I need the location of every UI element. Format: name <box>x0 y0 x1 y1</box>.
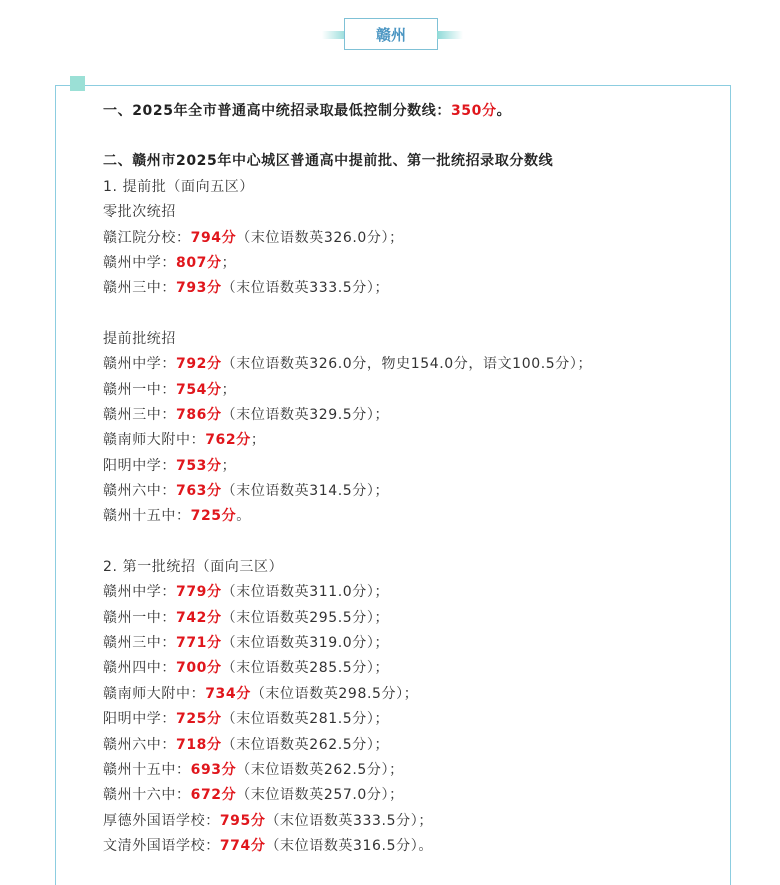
section-title <box>0 18 780 52</box>
score-row <box>103 403 743 428</box>
score-row <box>103 707 743 732</box>
section2-heading: 二、赣州市2025年中心城区普通高中提前批、第一批统招录取分数线 <box>103 153 554 170</box>
first-batch-heading: 2. 第一批统招（面向三区） <box>103 558 284 575</box>
score-note: （末位语数英329.5分）； <box>221 406 390 423</box>
score-note: （末位语数英326.0分）； <box>236 229 404 246</box>
score-row <box>103 276 743 301</box>
score-note: （末位语数英257.0分）； <box>236 787 404 804</box>
score-row <box>103 378 743 403</box>
score-row <box>103 834 743 859</box>
school-name: 赣江院分校： <box>103 229 191 246</box>
score-note: （末位语数英311.0分）； <box>221 584 390 601</box>
zero-batch-heading: 零批次统招 <box>103 204 176 221</box>
score-value: 793分 <box>176 280 222 297</box>
score-note: （末位语数英333.5分）； <box>221 280 390 297</box>
score-value: 807分 <box>176 254 222 271</box>
title-box: 赣州 <box>344 18 438 50</box>
score-row <box>103 606 743 631</box>
early-batch-heading: 提前批统招 <box>103 330 176 347</box>
score-value: 700分 <box>176 660 222 677</box>
score-row <box>103 631 743 656</box>
score-note: （末位语数英262.5分）； <box>236 761 404 778</box>
score-row <box>103 783 743 808</box>
score-note: ； <box>221 381 237 398</box>
school-name: 阳明中学： <box>103 711 176 728</box>
school-name: 赣州三中： <box>103 406 176 423</box>
score-value: 734分 <box>205 685 251 702</box>
school-name: 赣州十六中： <box>103 787 191 804</box>
score-value: 794分 <box>190 229 237 246</box>
score-note: 。 <box>236 508 251 525</box>
school-name: 赣州一中： <box>103 381 176 398</box>
school-name: 赣州四中： <box>103 660 176 677</box>
score-note: （末位语数英319.0分）； <box>221 635 390 652</box>
score-note: （末位语数英285.5分）； <box>221 660 390 677</box>
school-name: 厚德外国语学校： <box>103 812 220 829</box>
score-note: （末位语数英281.5分）； <box>221 711 390 728</box>
early-batch-list <box>103 352 743 530</box>
minimum-score-line <box>103 99 743 124</box>
score-value: 718分 <box>176 736 222 753</box>
score-note: ； <box>221 254 237 271</box>
score-row <box>103 580 743 605</box>
score-row <box>103 251 743 276</box>
minimum-score-end: 。 <box>496 103 512 119</box>
score-row <box>103 454 743 479</box>
score-note: （末位语数英295.5分）； <box>221 609 390 626</box>
score-row <box>103 479 743 504</box>
score-row <box>103 656 743 681</box>
school-name: 文清外国语学校： <box>103 838 220 855</box>
frame-corner-decoration <box>70 76 85 91</box>
score-row <box>103 504 743 529</box>
score-row <box>103 352 743 377</box>
score-value: 763分 <box>176 483 222 500</box>
school-name: 赣州中学： <box>103 254 176 271</box>
school-name: 赣州中学： <box>103 584 176 601</box>
score-value: 762分 <box>205 432 251 449</box>
first-batch-list <box>103 580 743 859</box>
score-note: （末位语数英333.5分）； <box>265 812 433 829</box>
school-name: 赣州十五中： <box>103 761 191 778</box>
article-body <box>103 99 743 860</box>
score-note: ； <box>250 432 266 449</box>
score-note: （末位语数英298.5分）； <box>250 685 419 702</box>
score-value: 792分 <box>176 356 222 373</box>
zero-batch-list <box>103 226 743 302</box>
school-name: 赣州十五中： <box>103 508 191 525</box>
score-row <box>103 758 743 783</box>
score-note: ； <box>221 457 237 474</box>
score-row <box>103 682 743 707</box>
score-value: 725分 <box>176 711 222 728</box>
school-name: 赣州六中： <box>103 483 176 500</box>
score-row <box>103 226 743 251</box>
school-name: 赣州三中： <box>103 635 176 652</box>
score-value: 774分 <box>219 838 266 855</box>
score-value: 742分 <box>176 609 222 626</box>
score-row <box>103 428 743 453</box>
school-name: 赣州一中： <box>103 609 176 626</box>
score-note: （末位语数英314.5分）； <box>221 483 390 500</box>
score-note: （末位语数英316.5分）。 <box>265 838 433 855</box>
minimum-score-value: 350分 <box>450 103 497 119</box>
score-value: 753分 <box>176 457 222 474</box>
school-name: 赣州六中： <box>103 736 176 753</box>
title-decoration-right <box>437 31 463 39</box>
score-value: 786分 <box>176 406 222 423</box>
score-value: 672分 <box>190 787 237 804</box>
minimum-score-label: 一、2025年全市普通高中统招录取最低控制分数线： <box>103 103 451 119</box>
score-value: 771分 <box>176 635 222 652</box>
score-note: （末位语数英262.5分）； <box>221 736 390 753</box>
score-row <box>103 809 743 834</box>
score-value: 795分 <box>219 812 266 829</box>
score-note: （末位语数英326.0分，物史154.0分，语文100.5分）； <box>221 356 593 373</box>
score-value: 779分 <box>176 584 222 601</box>
score-value: 693分 <box>190 761 237 778</box>
school-name: 赣南师大附中： <box>103 685 206 702</box>
school-name: 赣州三中： <box>103 280 176 297</box>
school-name: 阳明中学： <box>103 457 176 474</box>
school-name: 赣州中学： <box>103 356 176 373</box>
part1-heading: 1. 提前批（面向五区） <box>103 178 255 195</box>
school-name: 赣南师大附中： <box>103 432 206 449</box>
score-value: 725分 <box>190 508 237 525</box>
score-value: 754分 <box>176 381 222 398</box>
score-row <box>103 733 743 758</box>
